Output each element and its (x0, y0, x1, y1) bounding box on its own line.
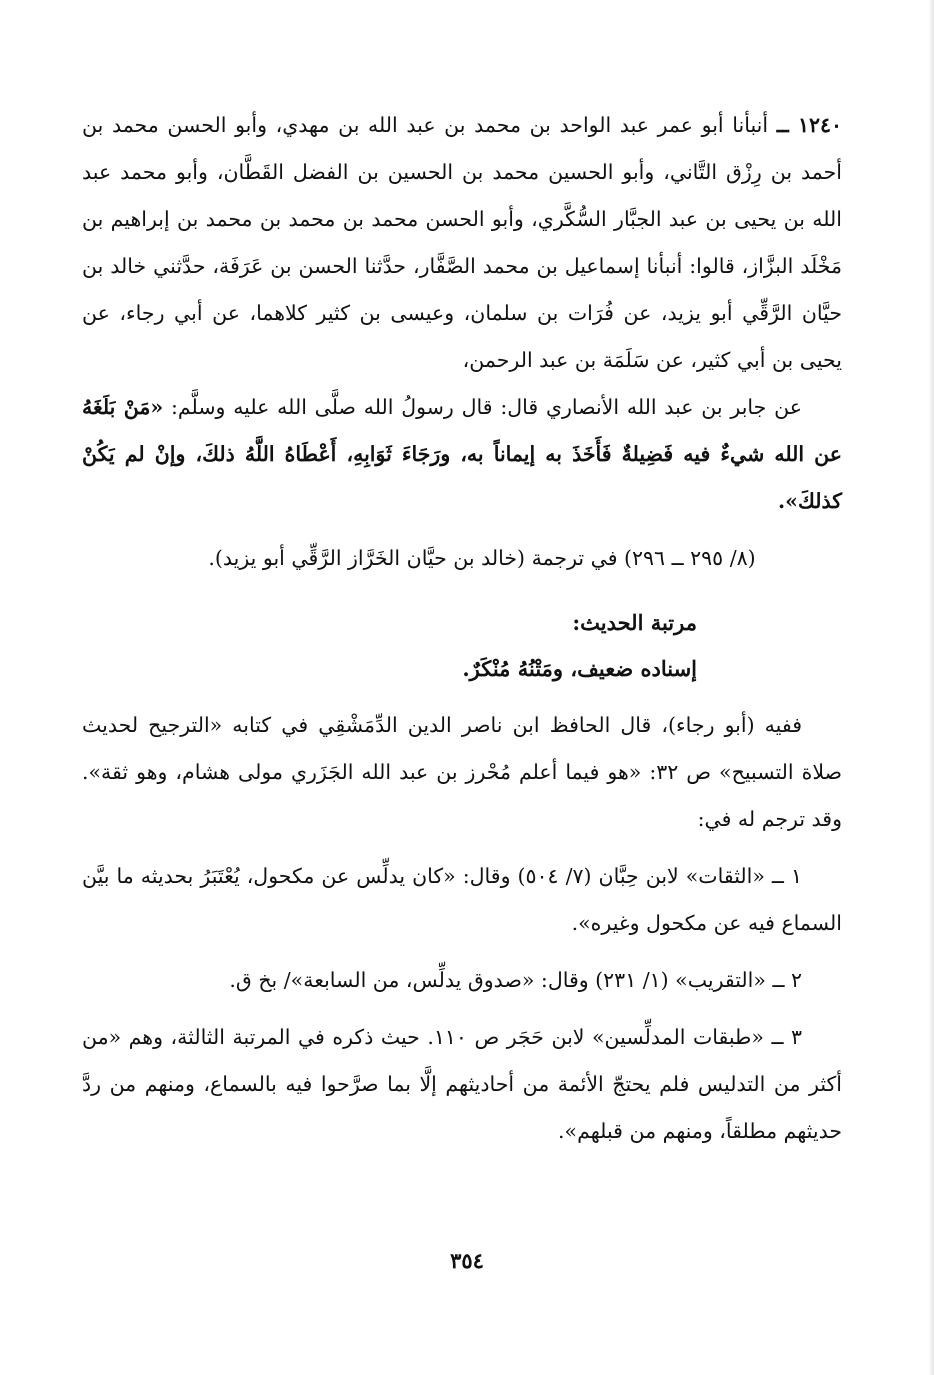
list-item (82, 1014, 842, 1155)
page-edge-shadow (928, 0, 934, 1375)
list-item-text: «الثقات» لابن حِبَّان (٧/ ٥٠٤) وقال: «كان يدلِّس عن مكحول، يُعْتَبَرُ بحديثه ما بيَّن السماع فيه عن مكحول وغيره». (82, 864, 842, 935)
document-page (82, 102, 842, 1302)
list-item-text: «طبقات المدلِّسين» لابن حَجَر ص ١١٠. حيث ذكره في المرتبة الثالثة، وهم «من أكثر من التدليس فلم يحتجّ الأئمة من أحاديثهم إلَّا بما صرَّحوا فيه بالسماع، ومنهم من ردَّ حديثهم مطلقاً، ومنهم من قبلهم». (82, 1025, 842, 1143)
list-item-text: «التقريب» (١/ ٢٣١) وقال: «صدوق يدلِّس، من السابعة»/ بخ ق. (229, 968, 766, 992)
list-item (82, 853, 842, 947)
matn-intro: عن جابر بن عبد الله الأنصاري قال: قال رسولُ الله صلَّى الله عليه وسلَّم: (170, 395, 802, 419)
list-item-number: ١ ــ (771, 864, 802, 888)
commentary-paragraph: ففيه (أبو رجاء)، قال الحافظ ابن ناصر الدين الدِّمَشْقِي في كتابه «الترجيح لحديث صلاة التسبيح» ص ٣٢: «هو فيما أعلم مُحْرز بن عبد الله الجَزَري مولى هشام، وهو ثقة». وقد ترجم له في: (82, 713, 842, 831)
grade-heading: مرتبة الحديث: (572, 610, 697, 635)
grade-text: إسناده ضعيف، ومَتْنُهُ مُنْكَرٌ. (462, 656, 697, 681)
list-item-number: ٣ ــ (771, 1025, 803, 1049)
source-reference: (٨/ ٢٩٥ ــ ٢٩٦) في ترجمة (خالد بن حيَّان الخَرَّاز الرَّقِّي أبو يزيد). (208, 546, 756, 570)
list-item (82, 957, 842, 1004)
chain-text: أنبأنا أبو عمر عبد الواحد بن محمد بن عبد الله بن مهدي، وأبو الحسن محمد بن أحمد بن رِزْق التَّاني، وأبو الحسين محمد بن الحسين بن الفضل القَطَّان، وأبو محمد عبد الله بن يحيى بن عبد الجبَّار السُّكَّري، وأبو الحسن محمد بن محمد بن محمد بن إبراهيم بن مَخْلَد البزَّاز، قالوا: أنبأنا إسماعيل بن محمد الصَّفَّار، حدَّثنا الحسن بن عَرَفَة، حدَّثني خالد بن حيَّان الرَّقِّي أبو يزيد، عن فُرَات بن سلمان، وعيسى بن كثير كلاهما، عن أبي رجاء، عن يحيى بن أبي كثير، عن سَلَمَة بن عبد الرحمن، (82, 113, 842, 372)
list-item-number: ٢ ــ (772, 968, 802, 992)
hadith-matn-paragraph (82, 384, 842, 525)
page-number: ٣٥٤ (450, 1248, 484, 1273)
hadith-number: ١٢٤٠ ــ (776, 113, 842, 137)
hadith-text: «مَنْ بَلَغَهُ عن الله شيءٌ فيه فَضِيلةٌ فَأَخَذَ به إيماناً به، ورَجَاءَ ثَوَابِهِ، أَعْطَاهُ اللَّهُ ذلكَ، وإنْ لم يَكُنْ كذلكَ». (82, 395, 842, 513)
hadith-chain-paragraph (82, 102, 842, 384)
